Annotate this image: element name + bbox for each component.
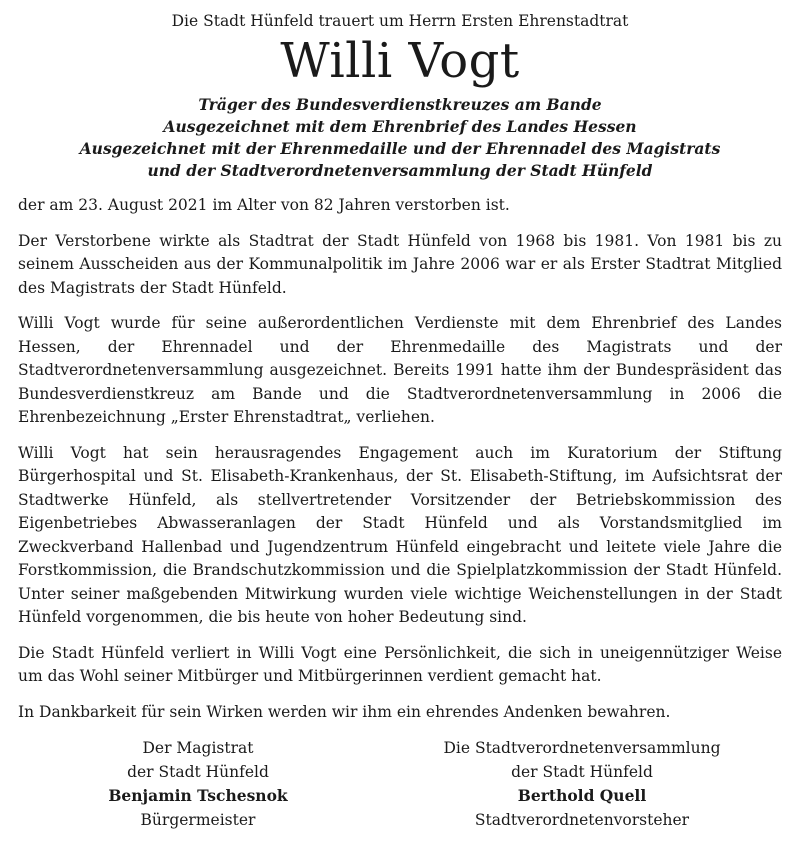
signature-org: Der Magistrat [142,739,254,757]
honor-line: Ausgezeichnet mit dem Ehrenbrief des Landes Hessen [163,117,637,136]
signatory-title: Bürgermeister [140,811,256,829]
signature-org-city: der Stadt Hünfeld [511,763,653,781]
paragraph-closing: In Dankbarkeit für sein Wirken werden wir ihm ein ehrendes Andenken bewahren. [18,702,671,721]
paragraph-engagement: Willi Vogt hat sein herausragendes Engagement auch im Kuratorium der Stiftung Bürgerhospital und St. Elisabeth-Krankenhaus, der St. Elisabeth-Stiftung, im Aufsichtsrat der Stadtwerke Hünfeld, als stellvertretender Vorsitzender der Betriebskommission des Eigenbetriebes Abwasseranlagen der Stadt Hünfeld und als Vorstandsmitglied im Zweckverband Hallenbad und Jugendzentrum Hünfeld eingebracht und leitete viele Jahre die Forstkommission, die Brandschutzkommission und die Spielplatzkommission der Stadt Hünfeld. Unter seiner maßgebenden Mitwirkung wurden viele wichtige Weichenstellungen in der Stadt Hünfeld vorgenommen, die bis heute von hoher Bedeutung sind. [18,443,782,626]
signatory-title: Stadtverordnetenvorsteher [474,811,690,829]
deceased-name: Willi Vogt [280,33,520,89]
paragraph-awards: Willi Vogt wurde für seine außerordentlichen Verdienste mit dem Ehrenbrief des Landes Hessen, der Ehrennadel und der Ehrenmedaille des Magistrats und der Stadtverordnetenversammlung ausgezeichnet. Bereits 1991 hatte ihm der Bundespräsident das Bundesverdienstkreuz am Bande und die Stadtverordnetenversammlung in 2006 die Ehrenbezeichnung „Erster Ehrenstadtrat„ verliehen. [18,314,782,426]
signature-magistrat [18,736,378,832]
honor-line: und der Stadtverordnetenversammlung der Stadt Hünfeld [147,161,653,180]
paragraph-career: Der Verstorbene wirkte als Stadtrat der Stadt Hünfeld von 1968 bis 1981. Von 1981 bis zu seinem Ausscheiden aus der Kommunalpolitik im Jahre 2006 war er als Erster Stadtrat Mitglied des Magistrats der Stadt Hünfeld. [18,231,782,297]
honors-list [18,94,782,182]
signature-assembly [382,736,782,832]
honor-line: Träger des Bundesverdienstkreuzes am Bande [198,95,602,114]
signatory-name: Berthold Quell [517,786,647,805]
signature-org: Die Stadtverordnetenversammlung [443,739,721,757]
paragraph-tribute: Die Stadt Hünfeld verliert in Willi Vogt eine Persönlichkeit, die sich in uneigennütziger Weise um das Wohl seiner Mitbürger und Mitbürgerinnen verdient gemacht hat. [18,643,782,685]
paragraph-death-date: der am 23. August 2021 im Alter von 82 Jahren verstorben ist. [18,196,510,214]
signatory-name: Benjamin Tschesnok [108,786,288,805]
intro-line: Die Stadt Hünfeld trauert um Herrn Ersten Ehrenstadtrat [171,12,629,30]
signature-org-city: der Stadt Hünfeld [127,763,269,781]
honor-line: Ausgezeichnet mit der Ehrenmedaille und der Ehrennadel des Magistrats [79,139,721,158]
signature-block [18,736,782,832]
